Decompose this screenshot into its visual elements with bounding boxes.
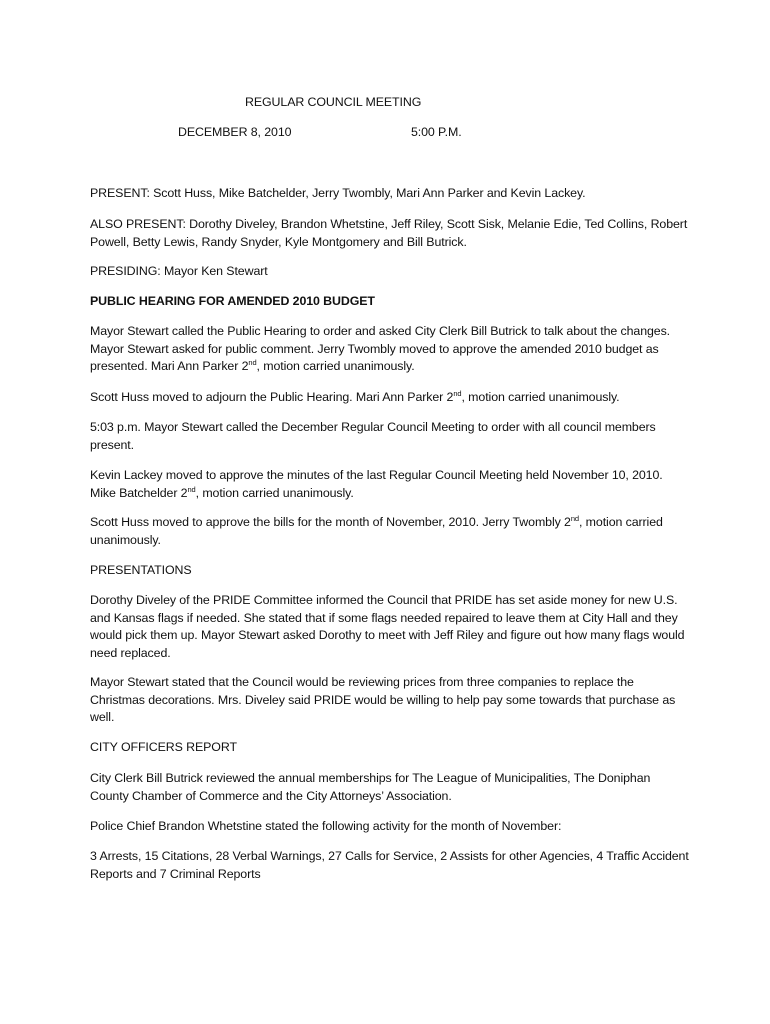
adjourn-paragraph bbox=[90, 389, 690, 407]
adjourn-text-end: , motion carried unanimously. bbox=[461, 390, 620, 404]
pride-flags-paragraph: Dorothy Diveley of the PRIDE Committee informed the Council that PRIDE has set aside money for new U.S. and Kansas flags if needed. She stated that if some flags needed repaired to leave them at City Hall and they would pick them up. Mayor Stewart asked Dorothy to meet with Jeff Riley and figure out how many flags would need replaced. bbox=[90, 593, 685, 660]
minutes-text-end: , motion carried unanimously. bbox=[195, 485, 354, 500]
bills-paragraph bbox=[90, 514, 690, 549]
adjourn-text: Scott Huss moved to adjourn the Public Hearing. Mari Ann Parker 2 bbox=[90, 390, 454, 404]
public-hearing-text-end: , motion carried unanimously. bbox=[256, 359, 415, 373]
present-line: PRESENT: Scott Huss, Mike Batchelder, Jerry Twombly, Mari Ann Parker and Kevin Lackey. bbox=[90, 186, 586, 200]
city-officers-heading: CITY OFFICERS REPORT bbox=[90, 740, 237, 754]
ordinal-superscript: nd bbox=[570, 514, 579, 523]
public-hearing-heading: PUBLIC HEARING FOR AMENDED 2010 BUDGET bbox=[90, 294, 375, 308]
presentations-heading: PRESENTATIONS bbox=[90, 563, 192, 577]
meeting-title: REGULAR COUNCIL MEETING bbox=[245, 95, 422, 109]
memberships-paragraph: City Clerk Bill Butrick reviewed the annual memberships for The League of Municipalities, The Doniphan County Chamber of Commerce and the City Attorneys’ Association. bbox=[90, 771, 651, 803]
bills-text-end: , motion carried unanimously. bbox=[90, 515, 663, 547]
also-present-paragraph: ALSO PRESENT: Dorothy Diveley, Brandon Whetstine, Jeff Riley, Scott Sisk, Melanie Edie, Ted Collins, Robert Powell, Betty Lewis, Randy Snyder, Kyle Montgomery and Bill Butrick. bbox=[90, 217, 688, 249]
police-activity-intro: Police Chief Brandon Whetstine stated the following activity for the month of November: bbox=[90, 819, 562, 833]
ordinal-superscript: nd bbox=[453, 389, 462, 398]
ordinal-superscript: nd bbox=[248, 358, 257, 367]
meeting-date: DECEMBER 8, 2010 bbox=[178, 125, 292, 139]
ordinal-superscript: nd bbox=[187, 484, 196, 494]
christmas-decorations-paragraph: Mayor Stewart stated that the Council would be reviewing prices from three companies to replace the Christmas decorations. Mrs. Diveley said PRIDE would be willing to help pay some towards that purchase as well. bbox=[90, 675, 676, 724]
call-to-order-paragraph: 5:03 p.m. Mayor Stewart called the December Regular Council Meeting to order with all council members present. bbox=[90, 420, 656, 452]
public-hearing-paragraph bbox=[90, 323, 690, 376]
meeting-time: 5:00 P.M. bbox=[411, 125, 462, 139]
minutes-paragraph bbox=[90, 467, 690, 502]
minutes-text: Kevin Lackey moved to approve the minutes of the last Regular Council Meeting held November 10, 2010. Mike Batchelder 2 bbox=[90, 468, 663, 500]
public-hearing-text: Mayor Stewart called the Public Hearing to order and asked City Clerk Bill Butrick to talk about the changes. Mayor Stewart asked for public comment. Jerry Twombly moved to approve the amended 2010 budget as presented. Mari Ann Parker 2 bbox=[90, 324, 671, 373]
bills-text: Scott Huss moved to approve the bills for the month of November, 2010. Jerry Twombly 2 bbox=[90, 515, 571, 529]
police-activity-stats: 3 Arrests, 15 Citations, 28 Verbal Warnings, 27 Calls for Service, 2 Assists for other Agencies, 4 Traffic Accident Reports and 7 Criminal Reports bbox=[90, 849, 689, 881]
presiding-line: PRESIDING: Mayor Ken Stewart bbox=[90, 264, 268, 278]
